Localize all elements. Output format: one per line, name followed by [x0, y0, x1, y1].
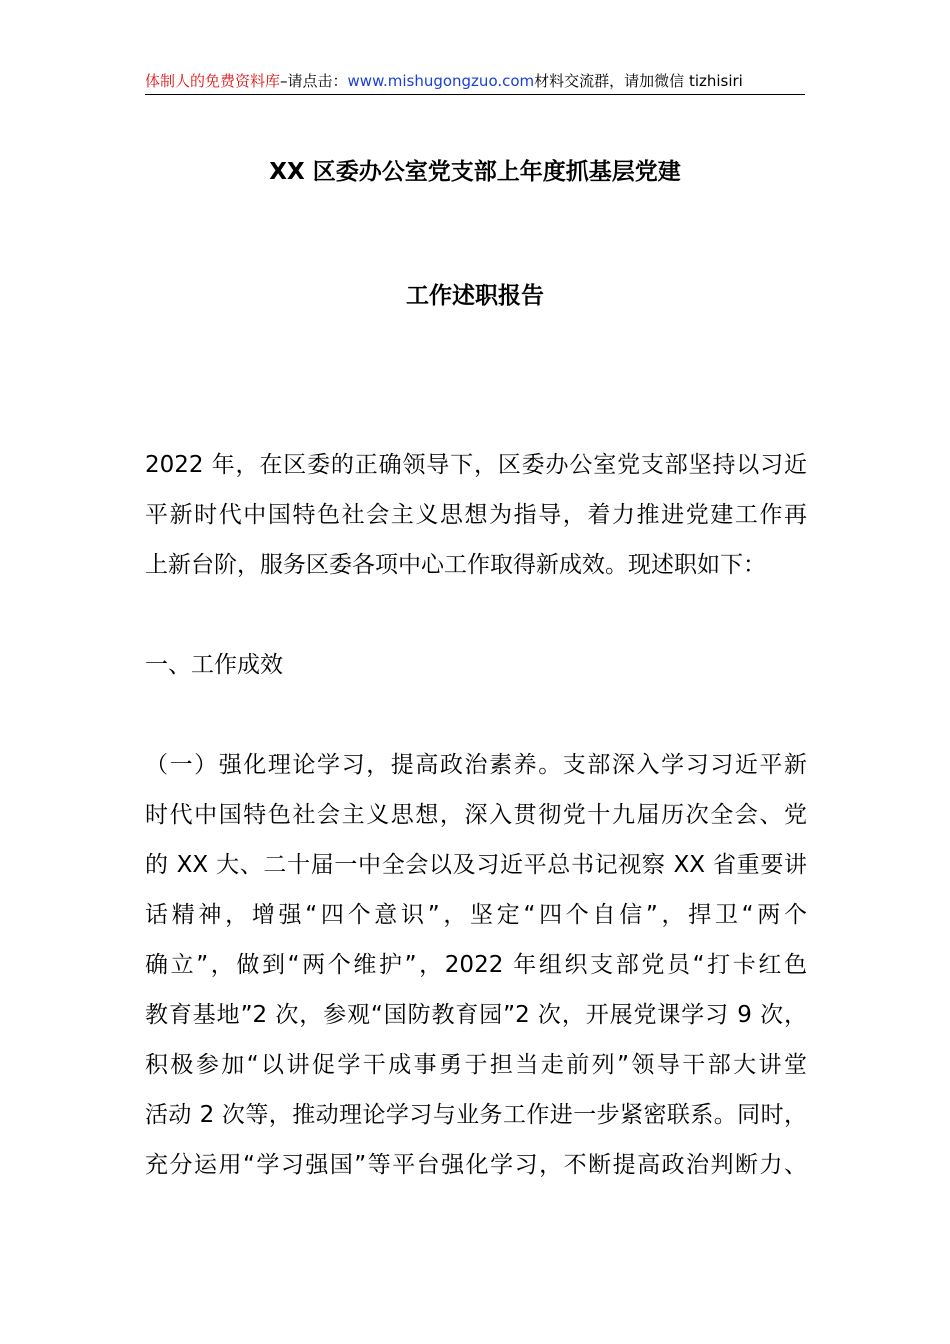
- section-heading: [145, 640, 807, 690]
- item1-line: 时代中国特色社会主义思想，深入贯彻党十九届历次全会、党: [145, 802, 807, 828]
- item1-line: 充分运用“学习强国”等平台强化学习，不断提高政治判断力、: [145, 1152, 807, 1178]
- intro-paragraph: [145, 440, 807, 590]
- item1-line: 活动 2 次等，推动理论学习与业务工作进一步紧密联系。同时，: [145, 1102, 807, 1128]
- intro-line: 上新台阶，服务区委各项中心工作取得新成效。现述职如下：: [145, 552, 766, 578]
- page-header: [145, 70, 805, 95]
- header-tail: 材料交流群，请加微信 tizhisiri: [534, 72, 743, 90]
- item1-line: （一）强化理论学习，提高政治素养。支部深入学习习近平新: [145, 752, 807, 778]
- document-title-line-2: 工作述职报告: [406, 283, 544, 309]
- item1-line: 确立”，做到“两个维护”，2022 年组织支部党员“打卡红色: [145, 952, 807, 978]
- item1-line: 教育基地”2 次，参观“国防教育园”2 次，开展党课学习 9 次，: [145, 1002, 807, 1028]
- item1-line: 话精神，增强“四个意识”，坚定“四个自信”，捍卫“两个: [145, 902, 807, 928]
- header-url-link[interactable]: www.mishugongzuo.com: [347, 72, 535, 90]
- item1-line: 积极参加“以讲促学干成事勇于担当走前列”领导干部大讲堂: [145, 1052, 807, 1078]
- header-brand: 体制人的免费资料库: [145, 72, 281, 90]
- document-title-line-1: XX 区委办公室党支部上年度抓基层党建: [269, 159, 681, 185]
- section-heading-text: 一、工作成效: [145, 652, 283, 678]
- header-prompt: –请点击：: [280, 72, 348, 90]
- intro-line: 平新时代中国特色社会主义思想为指导，着力推进党建工作再: [145, 502, 807, 528]
- item1-paragraph: [145, 740, 807, 1190]
- intro-line: 2022 年，在区委的正确领导下，区委办公室党支部坚持以习近: [145, 452, 807, 478]
- item1-line: 的 XX 大、二十届一中全会以及习近平总书记视察 XX 省重要讲: [145, 852, 807, 878]
